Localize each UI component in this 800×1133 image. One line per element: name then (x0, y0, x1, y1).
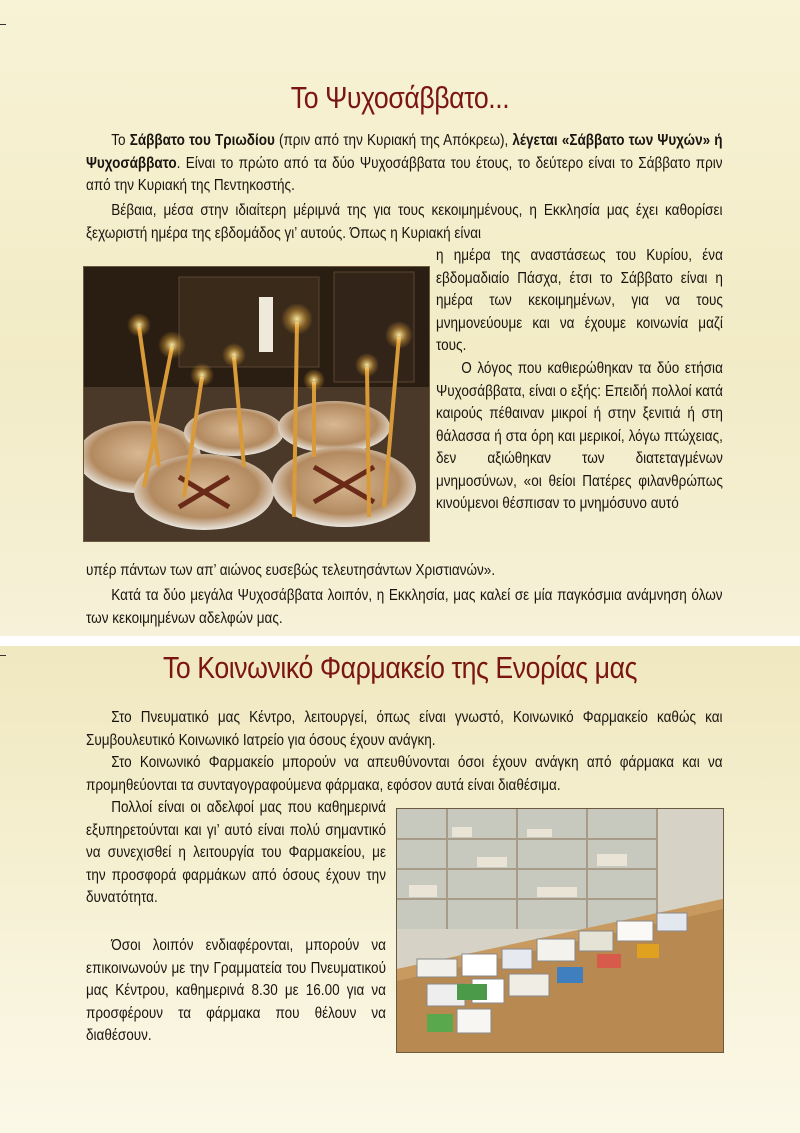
article-title-pharmacy: Το Κοινωνικό Φαρμακείο της Ενορίας μας (162, 650, 638, 685)
paragraph-pharmacy-donations: Πολλοί είναι οι αδελφοί μας που καθημερινά εξυπηρετούνται και γι’ αυτό είναι πολύ σημαντικό να συνεχισθεί η λειτουργία του Φαρμακείου, με την προσφορά φαρμάκων από όσους έχουν την δυνατότητα. (86, 799, 386, 906)
paragraph-saturday: Βέβαια, μέσα στην ιδιαίτερη μέριμνά της για τους κεκοιμημένους, η Εκκλησία μας έχει καθορίσει ξεχωριστή ημέρα της εβδομάδος γι’ αυτούς. Όπως η Κυριακή είναι (86, 202, 723, 242)
paragraph-pharmacy-access: Στο Κοινωνικό Φαρμακείο μπορούν να απευθύνονται όσοι έχουν ανάγκη από φάρμακα και να προμηθεύονται τα συνταγογραφούμενα φάρμακα, εφόσον αυτά είναι διαθέσιμα. (86, 754, 723, 794)
paragraph-saturday-continued: η ημέρα της αναστάσεως του Κυρίου, ένα εβδομαδιαίο Πάσχα, έτσι το Σάββατο είναι η ημέρα των κεκοιμημένων, για να τους μνημονεύουμε και να έχουμε κοινωνία μαζί τους. (436, 247, 723, 354)
pharmacy-shelves-photo (396, 808, 724, 1053)
paragraph-conclusion: Κατά τα δύο μεγάλα Ψυχοσάββατα λοιπόν, η Εκκλησία, μας καλεί σε μία παγκόσμια ανάμνηση όλων των κεκοιμημένων αδελφών μας. (86, 587, 723, 627)
paragraph-reason: Ο λόγος που καθιερώθηκαν τα δύο ετήσια Ψυχοσάββατα, είναι ο εξής: Επειδή πολλοί κατά καιρούς πέθαιναν μικροί ή στην ξενιτιά ή στη θάλασσα ή στα όρη και μερικοί, λόγω πτώχειας, δεν αξιώθηκαν των διατεταγμένων μνημοσύνων, «οι θείοι Πατέρες φιλανθρώπως κινούμενοι θέσπισαν το μνημόσυνο αυτό (436, 360, 723, 512)
paragraph-reason-continued: υπέρ πάντων των απ’ αιώνος ευσεβώς τελευτησάντων Χριστιανών». (86, 562, 496, 579)
paragraph-intro: Το Σάββατο του Τριωδίου (πριν από την Κυριακή της Απόκρεω), λέγεται «Σάββατο των Ψυχών» ή Ψυχοσάββατο. Είναι το πρώτο από τα δύο Ψυχοσάββατα του έτους, το δεύτερο είναι το Σάββατο πριν από την Κυριακή της Πεντηκοστής. (86, 132, 723, 194)
paragraph-pharmacy-intro: Στο Πνευματικό μας Κέντρο, λειτουργεί, όπως είναι γνωστό, Κοινωνικό Φαρμακείο καθώς και Συμβουλευτικό Κοινωνικό Ιατρείο για όσους έχουν ανάγκη. (86, 709, 723, 749)
paragraph-pharmacy-contact: Όσοι λοιπόν ενδιαφέρονται, μπορούν να επικοινωνούν με την Γραμματεία του Πνευματικού μας Κέντρου, καθημερινά 8.30 με 16.00 για να προσφέρουν τα φάρμακα που θέλουν να διαθέσουν. (86, 937, 386, 1044)
crop-mark (0, 24, 6, 25)
memorial-candles-illustration (84, 267, 429, 541)
memorial-candles-photo (83, 266, 430, 542)
pharmacy-shelves-illustration (397, 809, 723, 1052)
crop-mark (0, 655, 6, 656)
article-title-psychosavvato: Το Ψυχοσάββατο... (290, 80, 510, 115)
